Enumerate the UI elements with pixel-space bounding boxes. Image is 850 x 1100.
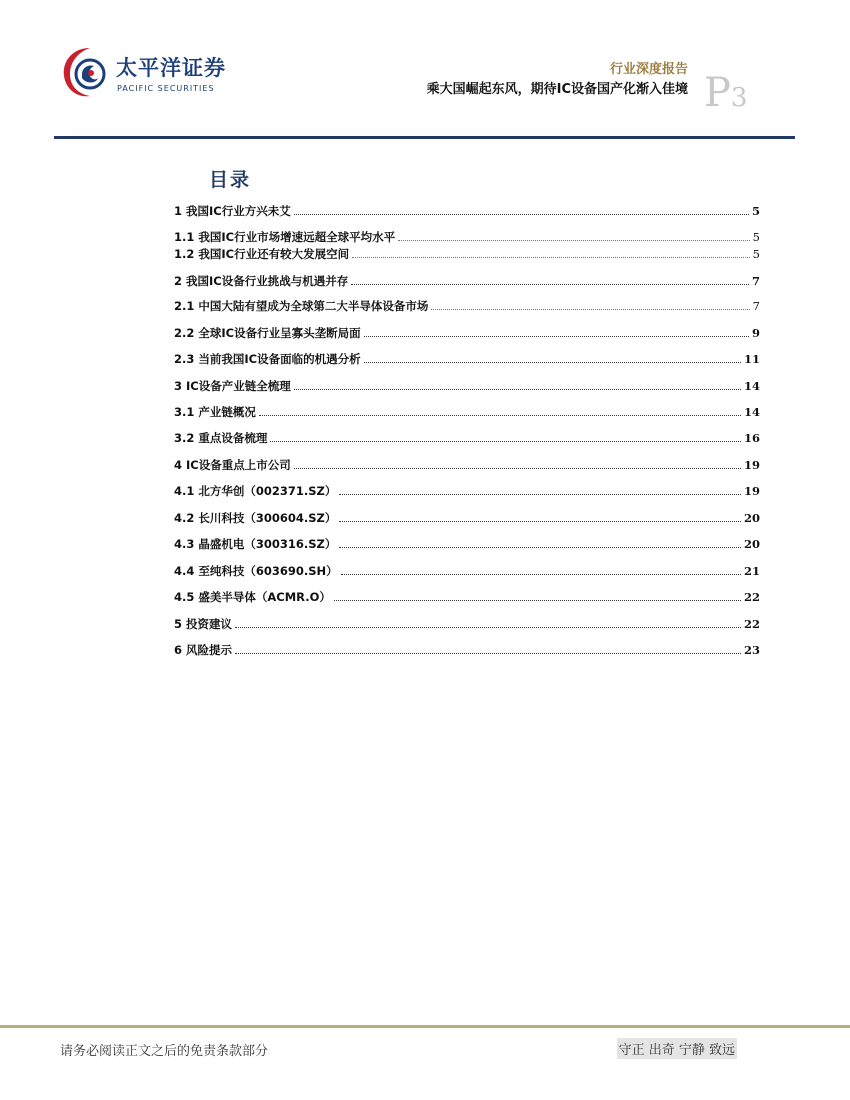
toc-leader-dots bbox=[294, 214, 749, 215]
toc-entry[interactable] bbox=[174, 351, 760, 369]
toc-entry[interactable] bbox=[174, 273, 760, 291]
toc-leader-dots bbox=[235, 653, 741, 654]
toc-entry-page: 22 bbox=[743, 617, 760, 631]
toc-leader-dots bbox=[270, 441, 741, 442]
toc-entry[interactable] bbox=[174, 510, 760, 528]
toc-entry-page: 20 bbox=[743, 511, 760, 525]
toc-leader-dots bbox=[235, 627, 741, 628]
toc-leader-dots bbox=[431, 309, 749, 310]
toc-entry-label: 1.1 我国IC行业市场增速远超全球平均水平 bbox=[174, 230, 396, 244]
toc-entry-page: 14 bbox=[743, 405, 760, 419]
toc-leader-dots bbox=[398, 240, 750, 241]
toc-leader-dots bbox=[339, 521, 741, 522]
toc-entry[interactable] bbox=[174, 246, 760, 264]
toc-entry-page: 7 bbox=[752, 299, 760, 313]
toc-entry-page: 23 bbox=[743, 643, 760, 657]
toc-entry-label: 1 我国IC行业方兴未艾 bbox=[174, 204, 291, 218]
report-category: 行业深度报告 bbox=[609, 62, 688, 77]
toc-entry-page: 5 bbox=[751, 204, 760, 218]
toc-entry-page: 5 bbox=[752, 247, 760, 261]
toc-entry-page: 20 bbox=[743, 537, 760, 551]
toc-entry-page: 5 bbox=[752, 230, 760, 244]
toc-entry-label: 6 风险提示 bbox=[174, 643, 233, 657]
logo-mark-icon bbox=[60, 44, 112, 100]
toc-leader-dots bbox=[352, 257, 750, 258]
company-logo bbox=[60, 44, 240, 104]
toc-entry-page: 14 bbox=[743, 379, 760, 393]
toc-entry-label: 4.2 长川科技（300604.SZ） bbox=[174, 511, 337, 525]
toc-leader-dots bbox=[341, 574, 741, 575]
toc-entry[interactable] bbox=[174, 563, 760, 581]
toc-entry[interactable] bbox=[174, 536, 760, 554]
toc-entry-label: 5 投资建议 bbox=[174, 617, 233, 631]
logo-english-name: PACIFIC SECURITIES bbox=[117, 84, 215, 93]
logo-chinese-name: 太平洋证券 bbox=[116, 56, 226, 80]
toc-entry-page: 21 bbox=[743, 564, 760, 578]
toc-entry[interactable] bbox=[174, 430, 760, 448]
toc-entry[interactable] bbox=[174, 229, 760, 247]
toc-entry-label: 1.2 我国IC行业还有较大发展空间 bbox=[174, 247, 350, 261]
toc-leader-dots bbox=[334, 600, 741, 601]
toc-entry-page: 19 bbox=[743, 484, 760, 498]
toc-entry-label: 2.2 全球IC设备行业呈寡头垄断局面 bbox=[174, 326, 361, 340]
toc-entry-label: 4.3 晶盛机电（300316.SZ） bbox=[174, 537, 337, 551]
toc-entry-page: 9 bbox=[751, 326, 760, 340]
toc-entry[interactable] bbox=[174, 378, 760, 396]
toc-entry[interactable] bbox=[174, 203, 760, 221]
toc-leader-dots bbox=[339, 547, 741, 548]
toc-entry-label: 2.3 当前我国IC设备面临的机遇分析 bbox=[174, 352, 361, 366]
toc-entry[interactable] bbox=[174, 404, 760, 422]
toc-entry[interactable] bbox=[174, 642, 760, 660]
toc-leader-dots bbox=[294, 389, 741, 390]
toc-entry-label: 3.2 重点设备梳理 bbox=[174, 431, 268, 445]
toc-title: 目录 bbox=[209, 169, 252, 191]
page-prefix: P bbox=[704, 70, 731, 116]
toc-entry-label: 4 IC设备重点上市公司 bbox=[174, 458, 291, 472]
toc-entry[interactable] bbox=[174, 457, 760, 475]
toc-entry-page: 19 bbox=[743, 458, 760, 472]
disclaimer-note: 请务必阅读正文之后的免责条款部分 bbox=[60, 1044, 269, 1059]
toc-entry-label: 4.4 至纯科技（603690.SH） bbox=[174, 564, 338, 578]
toc-entry-label: 4.5 盛美半导体（ACMR.O） bbox=[174, 590, 331, 604]
toc-entry-page: 7 bbox=[751, 274, 760, 288]
toc-leader-dots bbox=[351, 284, 749, 285]
header-divider bbox=[54, 136, 795, 139]
toc-entry-label: 3.1 产业链概况 bbox=[174, 405, 256, 419]
toc-leader-dots bbox=[259, 415, 741, 416]
footer-divider bbox=[0, 1025, 850, 1028]
toc-leader-dots bbox=[364, 362, 741, 363]
toc-entry[interactable] bbox=[174, 616, 760, 634]
toc-entry-label: 4.1 北方华创（002371.SZ） bbox=[174, 484, 337, 498]
toc-entry-label: 2 我国IC设备行业挑战与机遇并存 bbox=[174, 274, 349, 288]
toc-entry[interactable] bbox=[174, 589, 760, 607]
toc-entry[interactable] bbox=[174, 298, 760, 316]
company-motto: 守正 出奇 宁静 致远 bbox=[617, 1038, 737, 1059]
toc-entry-page: 16 bbox=[743, 431, 760, 445]
toc-leader-dots bbox=[339, 494, 741, 495]
page-number-value: 3 bbox=[730, 83, 748, 113]
toc-entry-label: 3 IC设备产业链全梳理 bbox=[174, 379, 291, 393]
toc-entry-page: 11 bbox=[743, 352, 760, 366]
toc-entry-page: 22 bbox=[743, 590, 760, 604]
page-number bbox=[704, 70, 747, 116]
report-title: 乘大国崛起东风，期待IC设备国产化渐入佳境 bbox=[426, 82, 688, 97]
toc-entry[interactable] bbox=[174, 325, 760, 343]
toc-leader-dots bbox=[364, 336, 749, 337]
toc-leader-dots bbox=[294, 468, 741, 469]
toc-entry[interactable] bbox=[174, 483, 760, 501]
toc-entry-label: 2.1 中国大陆有望成为全球第二大半导体设备市场 bbox=[174, 299, 429, 313]
